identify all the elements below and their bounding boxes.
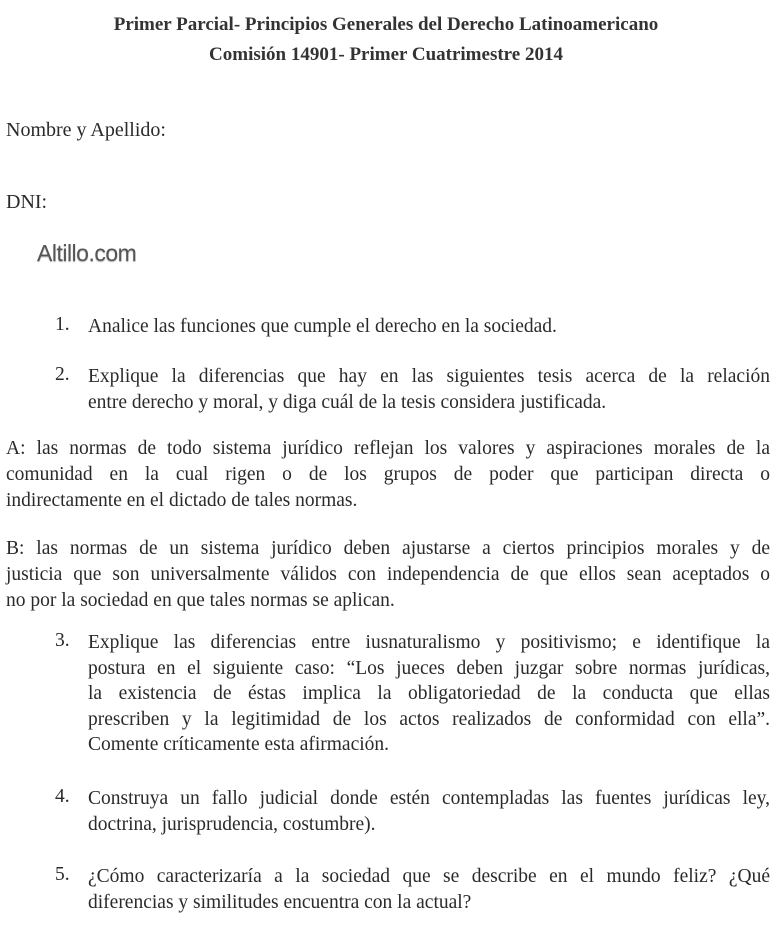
question-text-line: doctrina, jurisprudencia, costumbre). bbox=[88, 813, 376, 835]
thesis-a-line: A: las normas de todo sistema jurídico reflejan los valores y aspiraciones morales de la bbox=[6, 438, 770, 459]
dni-field-label: DNI: bbox=[6, 191, 48, 213]
question-text-line: Construya un fallo judicial donde estén contempladas las fuentes jurídicas ley, bbox=[88, 788, 770, 809]
altillo-watermark-logo: Altillo.com bbox=[37, 240, 137, 266]
question-number: 2. bbox=[55, 364, 70, 385]
question-text-line: Explique la diferencias que hay en las siguientes tesis acerca de la relación bbox=[88, 366, 770, 387]
question-text-line: Analice las funciones que cumple el derecho en la sociedad. bbox=[88, 316, 557, 337]
exam-subtitle: Comisión 14901- Primer Cuatrimestre 2014 bbox=[209, 44, 563, 65]
name-field-label: Nombre y Apellido: bbox=[6, 119, 166, 141]
question-number: 5. bbox=[55, 864, 70, 885]
thesis-a-line: indirectamente en el dictado de tales normas. bbox=[6, 490, 358, 511]
thesis-b-line: justicia que son universalmente válidos con independencia de que ellos sean aceptados o bbox=[6, 564, 770, 585]
question-text-line: la existencia de éstas implica la obligatoriedad de la conducta que ellas bbox=[88, 683, 770, 704]
question-text-line: Explique las diferencias entre iusnaturalismo y positivismo; e identifique la bbox=[88, 632, 770, 653]
question-text-line: ¿Cómo caracterizaría a la sociedad que se describe en el mundo feliz? ¿Qué bbox=[88, 866, 770, 887]
exam-title: Primer Parcial- Principios Generales del Derecho Latinoamericano bbox=[113, 14, 659, 35]
question-text-line: Comente críticamente esta afirmación. bbox=[88, 734, 390, 755]
thesis-b-line: no por la sociedad en que tales normas se aplican. bbox=[6, 590, 395, 611]
question-text-line: postura en el siguiente caso: “Los jueces deben juzgar sobre normas jurídicas, bbox=[88, 657, 770, 679]
question-number: 4. bbox=[55, 786, 70, 807]
thesis-b-line: B: las normas de un sistema jurídico deben ajustarse a ciertos principios morales y de bbox=[6, 538, 770, 559]
thesis-a-line: comunidad en la cual rigen o de los grupos de poder que participan directa o bbox=[6, 464, 770, 485]
question-number: 1. bbox=[55, 314, 70, 335]
question-text-line: entre derecho y moral, y diga cuál de la tesis considera justificada. bbox=[88, 391, 607, 413]
question-text-line: diferencias y similitudes encuentra con la actual? bbox=[88, 891, 472, 913]
question-text-line: prescriben y la legitimidad de los actos realizados de conformidad con ella”. bbox=[88, 708, 770, 730]
question-number: 3. bbox=[55, 630, 70, 651]
